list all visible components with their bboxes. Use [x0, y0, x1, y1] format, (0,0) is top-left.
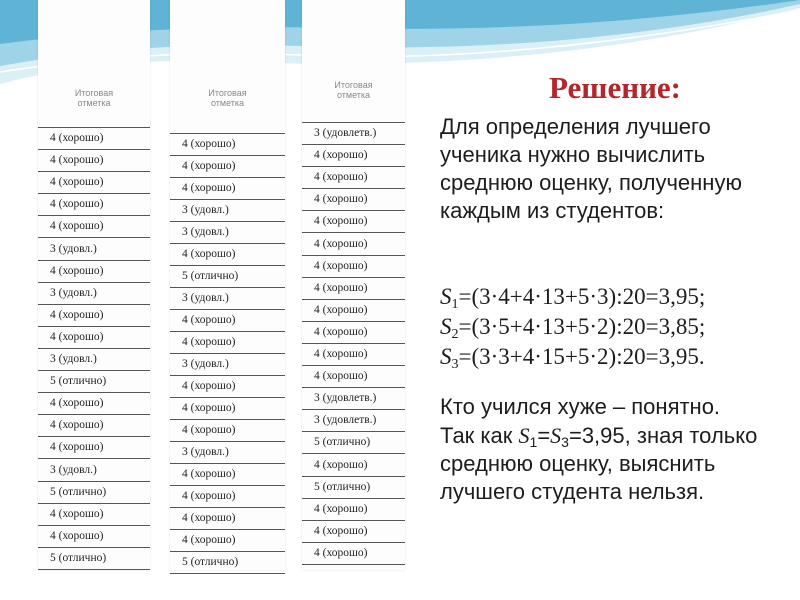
column-header-line: отметка — [336, 90, 371, 100]
grade-row: 4 (хорошо) — [170, 508, 285, 530]
column-header-line: отметка — [210, 98, 245, 108]
grade-row: 4 (хорошо) — [38, 305, 150, 327]
grade-row: 4 (хорошо) — [302, 167, 405, 189]
grade-row: 3 (удовлетв.) — [302, 410, 405, 432]
grade-row: 5 (отлично) — [302, 477, 405, 499]
grade-row: 4 (хорошо) — [170, 464, 285, 486]
grade-row: 5 (отлично) — [38, 371, 150, 393]
column-header-line: отметка — [77, 98, 111, 108]
grade-row: 4 (хорошо) — [302, 256, 405, 278]
grade-row: 4 (хорошо) — [170, 530, 285, 552]
column-header-line: Итоговая — [208, 88, 247, 98]
grade-row: 3 (удовл.) — [38, 460, 150, 482]
grade-row: 4 (хорошо) — [302, 455, 405, 477]
grade-row: 4 (хорошо) — [170, 376, 285, 398]
grade-column-3 — [302, 0, 405, 570]
grade-row: 4 (хорошо) — [302, 300, 405, 322]
grade-column-1 — [38, 0, 150, 570]
grade-row: 4 (хорошо) — [170, 332, 285, 354]
grade-row: 3 (удовл.) — [170, 354, 285, 376]
grade-row: 3 (удовл.) — [38, 349, 150, 371]
grade-row: 4 (хорошо) — [38, 261, 150, 283]
grade-row: 4 (хорошо) — [302, 521, 405, 543]
grade-column-2 — [170, 0, 285, 570]
grade-row: 4 (хорошо) — [38, 216, 150, 238]
grade-row: 5 (отлично) — [302, 432, 405, 454]
grade-row: 4 (хорошо) — [302, 322, 405, 344]
grade-row: 5 (отлично) — [38, 548, 150, 570]
conclusion-1: Кто учился хуже – понятно. — [440, 394, 721, 419]
grade-row: 4 (хорошо) — [302, 344, 405, 366]
grade-row: 4 (хорошо) — [38, 327, 150, 349]
grade-row: 4 (хорошо) — [302, 145, 405, 167]
grade-row: 4 (хорошо) — [170, 398, 285, 420]
grade-row: 4 (хорошо) — [38, 194, 150, 216]
grade-row: 4 (хорошо) — [302, 278, 405, 300]
grade-row: 4 (хорошо) — [302, 499, 405, 521]
grade-row: 3 (удовлетв.) — [302, 123, 405, 145]
formula-s1: $S_1=(3\cdot 4+4\cdot 13+5\cdot 3):20=3,95$; — [440, 284, 706, 312]
grade-row: 4 (хорошо) — [38, 504, 150, 526]
grade-row: 3 (удовл.) — [170, 442, 285, 464]
grade-row: 4 (хорошо) — [38, 526, 150, 548]
column-header-line: Итоговая — [334, 80, 373, 90]
grade-row: 4 (хорошо) — [302, 211, 405, 233]
grade-row: 4 (хорошо) — [170, 486, 285, 508]
formula-list — [440, 282, 795, 372]
grade-row: 3 (удовл.) — [170, 222, 285, 244]
grade-row: 3 (удовлетв.) — [302, 388, 405, 410]
grade-row: 5 (отлично) — [170, 552, 285, 574]
conclusion-2: Так как $S_1=S_3=3,95$, зная только среднюю оценку, выяснить лучшего студента нельзя. — [440, 423, 758, 504]
grade-row: 5 (отлично) — [170, 266, 285, 288]
column-header — [302, 80, 405, 100]
grade-row: 4 (хорошо) — [38, 128, 150, 150]
grade-row: 4 (хорошо) — [302, 189, 405, 211]
formula-s3: $S_3=(3\cdot 3+4\cdot 15+5\cdot 2):20=3,95$. — [440, 344, 705, 372]
grade-row: 4 (хорошо) — [170, 134, 285, 156]
grade-row: 4 (хорошо) — [38, 172, 150, 194]
solution-title: Решение: — [548, 70, 682, 105]
grade-row: 4 (хорошо) — [38, 150, 150, 172]
grade-row: 4 (хорошо) — [302, 366, 405, 388]
grade-row: 3 (удовл.) — [170, 288, 285, 310]
grade-row: 4 (хорошо) — [170, 156, 285, 178]
grade-row: 3 (удовл.) — [38, 239, 150, 261]
intro-text: Для определения лучшего ученика нужно вычислить среднюю оценку, полученную каждым из студентов: — [440, 114, 742, 223]
grade-row: 4 (хорошо) — [38, 393, 150, 415]
grade-row: 4 (хорошо) — [170, 178, 285, 200]
formula-s2: $S_2=(3\cdot 5+4\cdot 13+5\cdot 2):20=3,85$; — [440, 314, 706, 342]
grade-row: 5 (отлично) — [38, 482, 150, 504]
column-header-line: Итоговая — [74, 88, 114, 98]
grade-row: 4 (хорошо) — [170, 310, 285, 332]
grade-row: 3 (удовл.) — [170, 200, 285, 222]
grade-row: 4 (хорошо) — [170, 244, 285, 266]
column-header — [38, 88, 150, 108]
grade-row: 4 (хорошо) — [38, 415, 150, 437]
column-header — [170, 88, 285, 108]
grade-row: 4 (хорошо) — [302, 234, 405, 256]
grade-row: 4 (хорошо) — [302, 543, 405, 565]
grade-row: 4 (хорошо) — [38, 437, 150, 459]
grade-row: 4 (хорошо) — [170, 420, 285, 442]
grade-row: 3 (удовл.) — [38, 283, 150, 305]
